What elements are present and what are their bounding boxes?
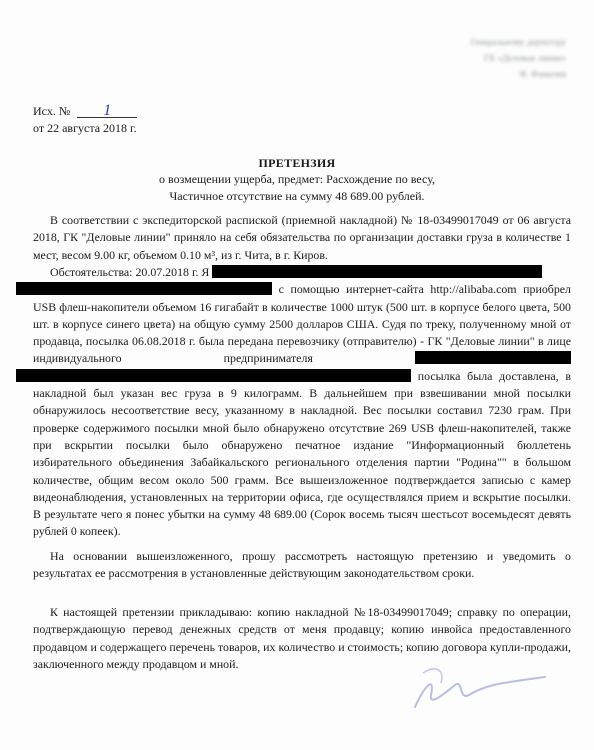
signature-icon — [405, 655, 555, 715]
addressee-block — [426, 34, 566, 82]
paragraph-text: В соответствии с экспедиторской распиской (приемной накладной) № 18-03499017049 от 06 августа 2018, ГК "Деловые линии" приняло на себя обязательства по организации доставки груза в количестве 1 мест, весом 9.00 кг, объемом 0.10 м³, из г. Чита, в г. Киров. — [33, 213, 571, 262]
document-title: ПРЕТЕНЗИЯ — [258, 156, 336, 170]
redaction-block — [415, 351, 571, 364]
paragraph-request — [33, 548, 571, 583]
paragraph-circumstances — [33, 264, 571, 541]
circumstances-middle: с помощью интернет-сайта http://alibaba.com приобрел USB флеш-накопители объемом 16 гигабайт в количестве 1000 штук (500 шт. в корпусе белого цвета, 500 шт. в корпусе синего цвета) на общую сумму 2500 долларов США. Судя по треку, полученному мной от продавца, посылка 06.08.2018 г. была передана перевозчику (отправителю) - ГК "Деловые линии" в лице индивидуального предпринимателя — [33, 282, 571, 366]
paragraph-text: На основании вышеизложенного, прошу рассмотреть настоящую претензию и уведомить о результатах ее рассмотрения в установленные действующим законодательством сроки. — [33, 549, 571, 581]
subtitle-line: о возмещении ущерба, предмет: Расхождение по весу, — [158, 172, 435, 186]
circumstances-start: Обстоятельства: 20.07.2018 г. Я — [50, 265, 210, 279]
redaction-block — [212, 265, 542, 278]
redaction-block — [16, 282, 272, 295]
outgoing-number — [33, 104, 137, 119]
redaction-block — [16, 369, 411, 382]
circumstances-end: посылка была доставлена, в накладной был указан вес груза в 9 килограмм. В дальнейшем при взвешивании мной посылки обнаружилось несоответствие весу, указанному в накладной. Вес посылки составил 7230 грам. При проверке содержимого посылки мной было обнаружено отсутствие 269 USB флеш-накопителей, также при вскрытии посылки было обнаружено печатное издание "Информационный бюллетень избирательного объединения Забайкальского регионального отделения партии "Родина"" в большом количестве, общим весом около 500 грамм. Все вышеизложенное подтверждается записью с камер видеонаблюдения, установленных на территории офиса, где осуществлялся прием и вскрытие посылки. В результате чего я понес убытки на сумму 48 689.00 (Сорок восемь тысяч шестьсот восемьдесят девять рублей 0 копеек). — [33, 368, 571, 539]
paragraph-text — [33, 264, 571, 541]
paragraph-waybill — [33, 212, 571, 264]
subtitle-line: Частичное отсутствие на сумму 48 689.00 рублей. — [169, 189, 425, 203]
addressee-line: Генеральному директору — [470, 37, 566, 47]
handwritten-number: 1 — [77, 105, 137, 118]
paragraph-text: К настоящей претензии прикладываю: копию накладной №18-03499017049; справку по операции, подтверждающую перевод денежных средств от меня продавцу; копию инвойса предоставленного продавцом и содержащего перечень товаров, их количество и стоимость; копию договора купли-продажи, заключенного между продавцом и мной. — [33, 605, 571, 671]
addressee-line: ГК «Деловые линии» — [484, 53, 566, 63]
addressee-line: Ф. Фамилия — [519, 69, 566, 79]
document-subtitle — [0, 171, 594, 205]
document-date: от 22 августа 2018 г. — [33, 121, 137, 135]
number-label: Исх. № — [33, 104, 71, 118]
